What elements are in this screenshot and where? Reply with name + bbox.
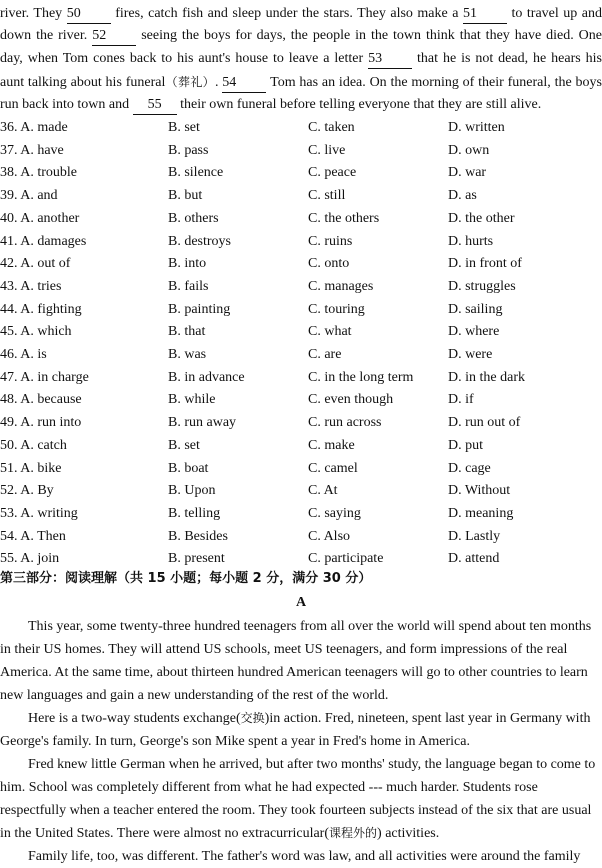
- blank-52[interactable]: 52: [92, 27, 136, 46]
- option-d[interactable]: D. in the dark: [448, 369, 525, 385]
- option-a[interactable]: [0, 526, 66, 548]
- option-b[interactable]: B. others: [168, 210, 219, 226]
- blank-54[interactable]: 54: [222, 74, 266, 93]
- option-d[interactable]: D. hurts: [448, 233, 494, 249]
- option-d[interactable]: D. in front of: [448, 256, 522, 272]
- chinese-gloss: 课程外的: [329, 826, 378, 840]
- passage-line: new languages and gain a new understanding of the rest of the world.: [0, 688, 389, 703]
- cloze-text: river. They: [0, 6, 67, 21]
- option-row: [0, 321, 602, 343]
- option-text: A. have: [20, 142, 64, 158]
- cloze-text: their own funeral before telling everyone that they are still alive.: [176, 97, 542, 112]
- option-b[interactable]: B. was: [168, 347, 207, 362]
- blank-53[interactable]: 53: [368, 50, 412, 69]
- option-text: A. writing: [20, 505, 78, 521]
- passage-line: [0, 707, 602, 730]
- option-a[interactable]: [0, 185, 58, 207]
- option-b[interactable]: B. in advance: [168, 369, 245, 385]
- blank-51[interactable]: 51: [463, 5, 507, 24]
- question-number: 47.: [0, 369, 18, 385]
- option-b[interactable]: B. Besides: [168, 528, 228, 544]
- option-d[interactable]: D. struggles: [448, 278, 516, 294]
- option-c[interactable]: C. in the long term: [308, 369, 414, 385]
- option-a[interactable]: [0, 231, 86, 253]
- blank-55[interactable]: 55: [133, 96, 177, 115]
- option-a[interactable]: [0, 389, 82, 411]
- cloze-line-1: [0, 3, 602, 25]
- blank-50[interactable]: 50: [67, 5, 111, 24]
- option-text: A. and: [20, 188, 58, 204]
- option-c[interactable]: C. peace: [308, 165, 357, 181]
- option-d[interactable]: D. Lastly: [448, 528, 501, 544]
- question-number: 48.: [0, 392, 18, 408]
- question-number: 37.: [0, 142, 18, 158]
- option-text: A. because: [20, 392, 82, 408]
- option-row: [0, 503, 602, 525]
- question-number: 39.: [0, 188, 18, 204]
- question-number: 38.: [0, 165, 18, 181]
- option-a[interactable]: [0, 458, 61, 480]
- option-c[interactable]: C. ruins: [308, 233, 353, 249]
- option-a[interactable]: [0, 435, 67, 457]
- option-d[interactable]: D. Without: [448, 483, 511, 499]
- option-row: [0, 458, 602, 480]
- option-a[interactable]: [0, 367, 89, 389]
- passage-text: in the United States. There were almost no extracurricular(: [0, 826, 330, 841]
- option-d[interactable]: D. war: [448, 165, 487, 181]
- passage-line: respectfully when a teacher entered the room. They took fourteen subjects instead of the six that are usual: [0, 803, 592, 818]
- option-b[interactable]: B. pass: [168, 142, 209, 158]
- option-row: [0, 344, 602, 366]
- option-row: [0, 276, 602, 298]
- option-b[interactable]: B. set: [168, 120, 200, 135]
- question-number: 46.: [0, 347, 18, 362]
- option-c[interactable]: C. live: [308, 142, 346, 158]
- option-c[interactable]: C. camel: [308, 460, 358, 476]
- question-number: 36.: [0, 120, 18, 135]
- option-row: [0, 140, 602, 162]
- option-d[interactable]: D. attend: [448, 551, 500, 567]
- option-text: A. fighting: [20, 301, 82, 317]
- question-number: 55.: [0, 551, 18, 567]
- option-a[interactable]: [0, 276, 61, 298]
- option-row: [0, 185, 602, 207]
- passage-line: in their US homes. They will attend US schools, meet US teenagers, and form impressions of the real: [0, 642, 568, 657]
- option-b[interactable]: B. Upon: [168, 483, 216, 499]
- passage-line: Fred knew little German when he arrived, but after two months' study, the language began to come to: [28, 757, 596, 772]
- cloze-chinese-gloss: （葬礼）: [165, 75, 215, 89]
- option-d[interactable]: D. written: [448, 120, 505, 135]
- option-c[interactable]: C. even though: [308, 392, 394, 408]
- option-text: A. which: [20, 324, 72, 340]
- question-number: 50.: [0, 437, 18, 453]
- option-a[interactable]: [0, 117, 68, 139]
- option-text: A. damages: [20, 233, 87, 249]
- option-c[interactable]: C. what: [308, 324, 352, 340]
- passage-line: him. School was completely different from what he had expected --- much harder. Students rose: [0, 780, 538, 795]
- option-b[interactable]: B. telling: [168, 505, 221, 521]
- option-row: [0, 117, 602, 139]
- question-number: 44.: [0, 301, 18, 317]
- option-c[interactable]: C. manages: [308, 278, 374, 294]
- option-row: [0, 526, 602, 548]
- option-text: A. run into: [20, 415, 82, 431]
- cloze-line-5: [0, 94, 602, 116]
- cloze-text: seeing the boys for days, the people in the town think that they have died. One: [136, 28, 602, 43]
- option-a[interactable]: [0, 480, 54, 502]
- option-a[interactable]: [0, 548, 59, 570]
- option-b[interactable]: B. present: [168, 551, 225, 567]
- option-b[interactable]: B. that: [168, 324, 206, 340]
- cloze-text: run back into town and: [0, 97, 133, 112]
- option-c[interactable]: C. saying: [308, 505, 361, 521]
- question-number: 45.: [0, 324, 18, 340]
- option-c[interactable]: C. still: [308, 188, 346, 204]
- option-a[interactable]: [0, 140, 64, 162]
- option-d[interactable]: D. where: [448, 324, 500, 340]
- option-a[interactable]: [0, 253, 70, 275]
- option-text: A. catch: [20, 437, 67, 453]
- option-text: A. trouble: [20, 165, 77, 181]
- cloze-text: that he is not dead, he hears his: [412, 51, 602, 66]
- option-row: [0, 231, 602, 253]
- question-number: 42.: [0, 256, 18, 272]
- option-text: A. tries: [20, 278, 62, 294]
- option-b[interactable]: B. but: [168, 188, 203, 204]
- option-row: [0, 367, 602, 389]
- cloze-line-4: [0, 71, 602, 93]
- option-d[interactable]: D. put: [448, 437, 483, 453]
- option-a[interactable]: [0, 321, 72, 343]
- option-c[interactable]: C. make: [308, 437, 355, 453]
- cloze-line-3: [0, 48, 602, 70]
- option-text: A. out of: [20, 256, 71, 272]
- cloze-text: to travel up and: [506, 6, 602, 21]
- option-b[interactable]: B. run away: [168, 415, 237, 431]
- cloze-line-2: [0, 25, 602, 47]
- option-b[interactable]: B. set: [168, 437, 200, 453]
- option-c[interactable]: C. Also: [308, 528, 351, 544]
- option-text: A. made: [20, 120, 68, 135]
- option-d[interactable]: D. as: [448, 188, 477, 204]
- passage-line: [0, 822, 602, 845]
- cloze-text: day, when Tom cones back to his aunt's house to leave a letter: [0, 51, 369, 66]
- question-number: 54.: [0, 528, 18, 544]
- option-a[interactable]: [0, 503, 78, 525]
- option-text: A. Then: [20, 528, 66, 544]
- option-text: A. is: [20, 347, 47, 362]
- option-c[interactable]: C. participate: [308, 551, 384, 567]
- option-row: [0, 162, 602, 184]
- passage-line: George's family. In turn, George's son Mike spent a year in Fred's home in America.: [0, 734, 470, 749]
- passage-label: A: [295, 595, 307, 610]
- option-d[interactable]: D. were: [448, 347, 493, 362]
- question-number: 40.: [0, 210, 18, 226]
- option-text: A. join: [20, 551, 60, 567]
- option-c[interactable]: C. touring: [308, 301, 365, 317]
- option-b[interactable]: B. destroys: [168, 233, 231, 249]
- option-d[interactable]: D. run out of: [448, 415, 521, 431]
- option-text: A. By: [20, 483, 54, 499]
- option-d[interactable]: D. own: [448, 142, 490, 158]
- question-number: 52.: [0, 483, 18, 499]
- option-d[interactable]: D. if: [448, 392, 474, 408]
- option-b[interactable]: B. painting: [168, 301, 231, 317]
- option-row: [0, 480, 602, 502]
- option-a[interactable]: [0, 412, 81, 434]
- passage-text: )in action. Fred, nineteen, spent last year in Germany with: [264, 711, 591, 726]
- question-number: 43.: [0, 278, 18, 294]
- question-number: 49.: [0, 415, 18, 431]
- passage-line: Family life, too, was different. The father's word was law, and all activities were around the family: [28, 849, 581, 864]
- section-header: 第三部分：阅读理解（共 15 小题；每小题 2 分，满分 30 分）: [0, 571, 372, 586]
- option-a[interactable]: [0, 299, 82, 321]
- option-row: [0, 299, 602, 321]
- passage-text: ) activities.: [377, 826, 440, 841]
- option-d[interactable]: D. the other: [448, 210, 515, 226]
- option-row: [0, 412, 602, 434]
- question-number: 53.: [0, 505, 18, 521]
- option-row: [0, 253, 602, 275]
- option-c[interactable]: C. onto: [308, 256, 350, 272]
- passage-line: This year, some twenty-three hundred teenagers from all over the world will spend about ten months: [28, 619, 592, 634]
- option-d[interactable]: D. sailing: [448, 301, 503, 317]
- option-d[interactable]: D. cage: [448, 460, 491, 476]
- option-b[interactable]: B. into: [168, 256, 207, 272]
- option-b[interactable]: B. fails: [168, 278, 209, 294]
- option-b[interactable]: B. while: [168, 392, 216, 408]
- cloze-text: fires, catch fish and sleep under the stars. They also make a: [110, 6, 463, 21]
- option-a[interactable]: [0, 208, 79, 230]
- passage-line: America. At the same time, about thirteen hundred American teenagers will go to other countries to learn: [0, 665, 588, 680]
- option-row: [0, 389, 602, 411]
- question-number: 51.: [0, 460, 18, 476]
- passage-text: Here is a two-way students exchange(: [28, 711, 241, 726]
- option-a[interactable]: [0, 344, 47, 366]
- option-text: A. bike: [20, 460, 62, 476]
- option-c[interactable]: C. At: [308, 483, 338, 499]
- cloze-text: .: [214, 75, 223, 90]
- option-d[interactable]: D. meaning: [448, 505, 514, 521]
- cloze-text: Tom has an idea. On the morning of their funeral, the boys: [266, 75, 602, 90]
- chinese-gloss: 交换: [240, 711, 265, 725]
- option-row: [0, 548, 602, 570]
- option-text: A. in charge: [20, 369, 89, 385]
- option-row: [0, 208, 602, 230]
- option-text: A. another: [20, 210, 80, 226]
- cloze-text: aunt talking about his funeral: [0, 75, 166, 90]
- option-row: [0, 435, 602, 457]
- question-number: 41.: [0, 233, 18, 249]
- option-a[interactable]: [0, 162, 77, 184]
- option-c[interactable]: C. are: [308, 347, 342, 362]
- option-b[interactable]: B. boat: [168, 460, 209, 476]
- option-b[interactable]: B. silence: [168, 165, 224, 181]
- option-c[interactable]: C. run across: [308, 415, 382, 431]
- cloze-text: down the river.: [0, 28, 93, 43]
- option-c[interactable]: C. taken: [308, 120, 355, 135]
- option-c[interactable]: C. the others: [308, 210, 380, 226]
